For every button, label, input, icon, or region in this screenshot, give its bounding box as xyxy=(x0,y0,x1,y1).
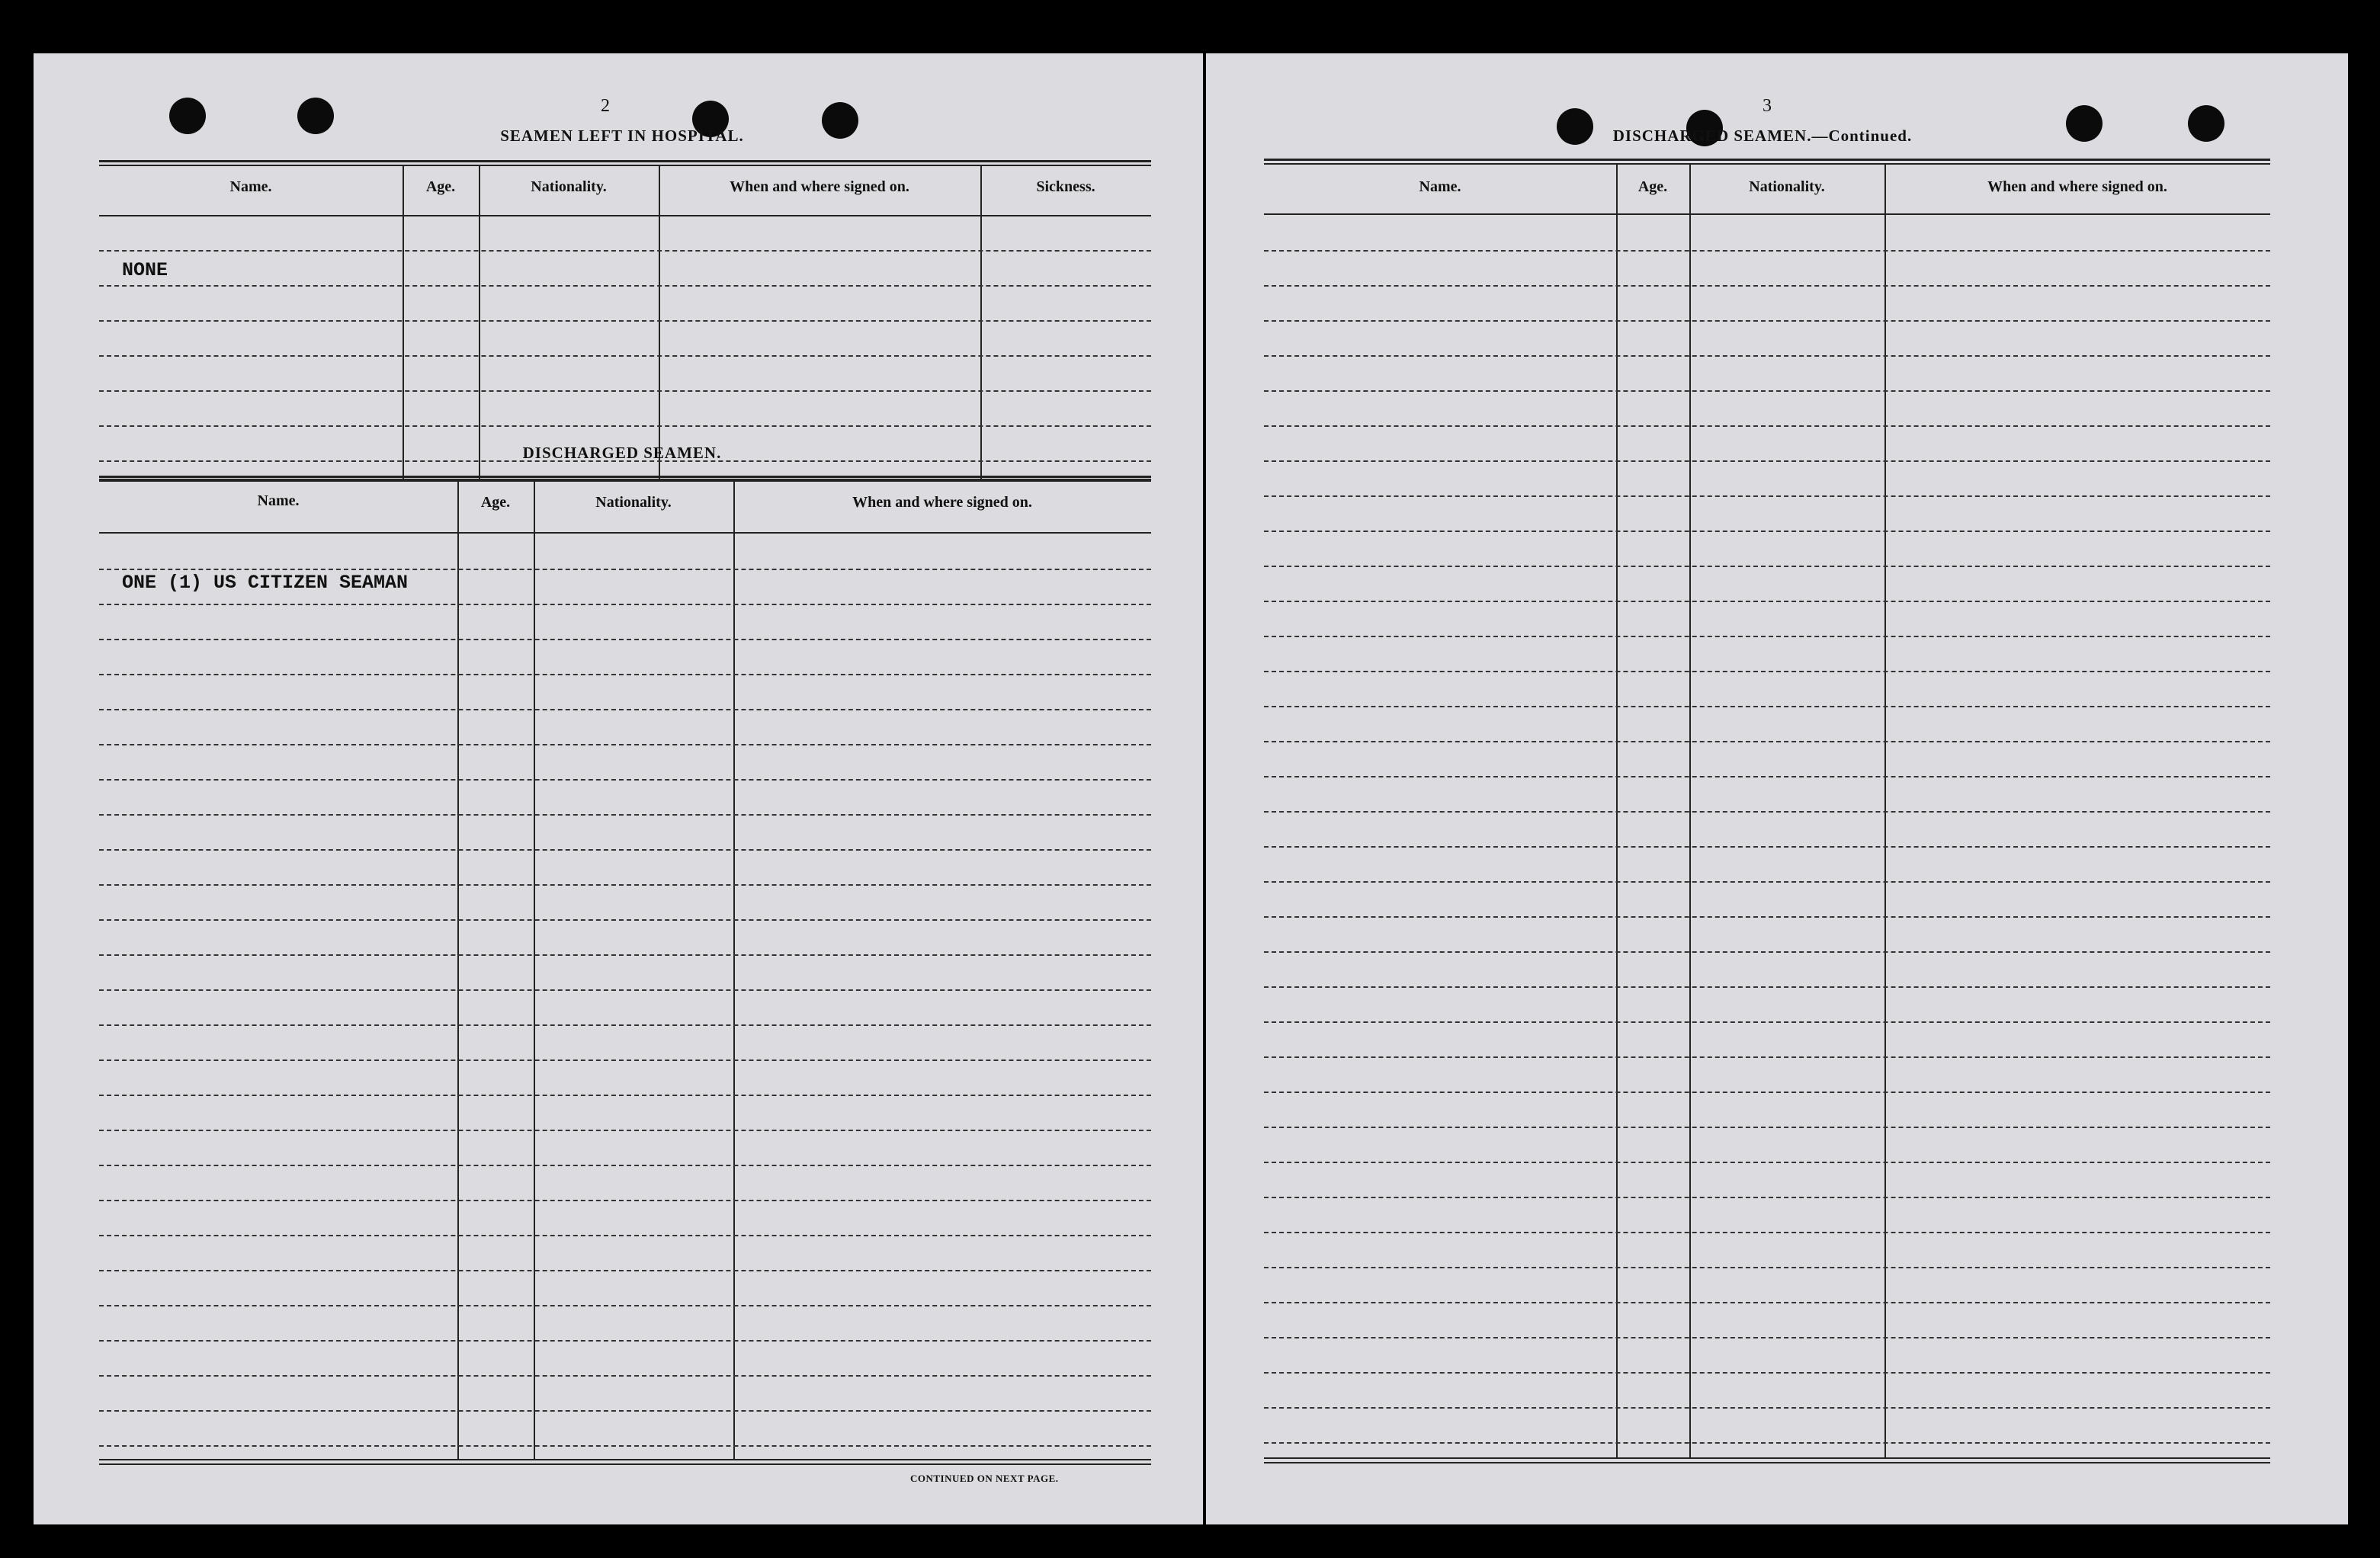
dotted-rule xyxy=(99,1095,1151,1096)
column-header-name: Name. xyxy=(229,178,272,195)
dotted-rule xyxy=(99,1024,1151,1026)
discharged-section-title: DISCHARGED SEAMEN. xyxy=(522,444,722,462)
page-number: 3 xyxy=(1763,96,1772,116)
discharged-entry: ONE (1) US CITIZEN SEAMAN xyxy=(122,572,409,594)
column-header-name: Name. xyxy=(1419,178,1461,195)
dotted-rule xyxy=(1264,776,2270,777)
dotted-rule xyxy=(1264,1197,2270,1198)
dotted-rule xyxy=(99,814,1151,816)
column-header-name: Name. xyxy=(257,492,300,509)
dotted-rule xyxy=(99,1445,1151,1447)
dotted-rule xyxy=(99,250,1151,252)
dotted-rule xyxy=(1264,1232,2270,1233)
header-rule xyxy=(99,532,1151,534)
dotted-rule xyxy=(1264,425,2270,427)
table-top-rule xyxy=(99,165,1151,166)
hospital-entry: NONE xyxy=(122,259,168,281)
dotted-rule xyxy=(99,884,1151,886)
column-divider xyxy=(403,166,404,480)
column-divider xyxy=(980,166,982,480)
column-header-signed-on: When and where signed on. xyxy=(730,178,909,195)
header-rule xyxy=(1264,213,2270,215)
dotted-rule xyxy=(1264,1127,2270,1128)
table-top-rule xyxy=(1264,163,2270,165)
punch-hole xyxy=(822,102,858,139)
dotted-rule xyxy=(99,1305,1151,1306)
dotted-rule xyxy=(99,1410,1151,1412)
dotted-rule xyxy=(1264,1372,2270,1374)
dotted-rule xyxy=(99,1340,1151,1342)
dotted-rule xyxy=(99,425,1151,427)
dotted-rule xyxy=(99,674,1151,675)
dotted-rule xyxy=(1264,1337,2270,1338)
table-bottom-rule xyxy=(1264,1457,2270,1459)
dotted-rule xyxy=(1264,846,2270,848)
column-header-age: Age. xyxy=(480,494,511,511)
dotted-rule xyxy=(1264,1442,2270,1444)
dotted-rule xyxy=(99,1060,1151,1061)
page-number: 2 xyxy=(601,96,610,116)
punch-hole xyxy=(2188,105,2224,142)
dotted-rule xyxy=(1264,285,2270,287)
dotted-rule xyxy=(1264,531,2270,532)
dotted-rule xyxy=(1264,986,2270,988)
punch-hole xyxy=(2066,105,2103,142)
dotted-rule xyxy=(99,1270,1151,1271)
dotted-rule xyxy=(99,919,1151,921)
dotted-rule xyxy=(99,709,1151,710)
dotted-rule xyxy=(99,320,1151,322)
column-header-nationality: Nationality. xyxy=(531,178,607,195)
dotted-rule xyxy=(1264,566,2270,567)
header-rule xyxy=(99,215,1151,216)
table-top-rule xyxy=(99,476,1151,478)
dotted-rule xyxy=(1264,320,2270,322)
dotted-rule xyxy=(1264,951,2270,953)
dotted-rule xyxy=(1264,1021,2270,1023)
dotted-rule xyxy=(99,1235,1151,1236)
column-header-nationality: Nationality. xyxy=(1749,178,1825,195)
page-title: DISCHARGED SEAMEN.—Continued. xyxy=(1612,127,1913,145)
dotted-rule xyxy=(99,744,1151,745)
dotted-rule xyxy=(1264,1267,2270,1268)
column-divider xyxy=(479,166,480,480)
dotted-rule xyxy=(99,1130,1151,1131)
dotted-rule xyxy=(1264,355,2270,357)
table-bottom-rule xyxy=(1264,1462,2270,1463)
column-divider xyxy=(659,166,660,480)
table-bottom-rule xyxy=(99,1463,1151,1465)
dotted-rule xyxy=(99,639,1151,640)
column-header-nationality: Nationality. xyxy=(595,494,672,511)
dotted-rule xyxy=(99,849,1151,851)
hospital-section-title: SEAMEN LEFT IN HOSPITAL. xyxy=(500,127,744,145)
dotted-rule xyxy=(1264,250,2270,252)
table-top-rule xyxy=(99,160,1151,162)
table-top-rule xyxy=(99,480,1151,482)
column-divider xyxy=(534,482,535,1460)
dotted-rule xyxy=(1264,1092,2270,1093)
dotted-rule xyxy=(99,989,1151,991)
table-top-rule xyxy=(1264,159,2270,161)
dotted-rule xyxy=(99,779,1151,781)
table-bottom-rule xyxy=(99,1459,1151,1460)
dotted-rule xyxy=(99,1375,1151,1377)
left-page xyxy=(34,53,1203,1524)
dotted-rule xyxy=(99,390,1151,392)
dotted-rule xyxy=(1264,916,2270,918)
dotted-rule xyxy=(1264,1162,2270,1163)
dotted-rule xyxy=(1264,881,2270,883)
dotted-rule xyxy=(1264,390,2270,392)
dotted-rule xyxy=(1264,671,2270,672)
dotted-rule xyxy=(1264,1056,2270,1058)
column-header-sickness: Sickness. xyxy=(1036,178,1095,195)
dotted-rule xyxy=(1264,460,2270,462)
dotted-rule xyxy=(1264,741,2270,742)
punch-hole xyxy=(169,98,206,134)
right-page xyxy=(1206,53,2348,1524)
column-header-signed-on: When and where signed on. xyxy=(1987,178,2167,195)
column-divider xyxy=(457,482,459,1460)
dotted-rule xyxy=(1264,636,2270,637)
dotted-rule xyxy=(1264,811,2270,813)
dotted-rule xyxy=(99,604,1151,605)
punch-hole xyxy=(297,98,334,134)
continued-footer: CONTINUED ON NEXT PAGE. xyxy=(910,1473,1059,1484)
dotted-rule xyxy=(99,569,1151,570)
dotted-rule xyxy=(1264,706,2270,707)
dotted-rule xyxy=(1264,1407,2270,1409)
dotted-rule xyxy=(99,285,1151,287)
column-header-age: Age. xyxy=(1637,178,1668,195)
dotted-rule xyxy=(1264,495,2270,497)
column-header-signed-on: When and where signed on. xyxy=(852,494,1032,511)
dotted-rule xyxy=(1264,1302,2270,1303)
dotted-rule xyxy=(99,1165,1151,1166)
dotted-rule xyxy=(99,355,1151,357)
column-header-age: Age. xyxy=(425,178,456,195)
column-divider xyxy=(733,482,735,1460)
dotted-rule xyxy=(99,1200,1151,1201)
dotted-rule xyxy=(1264,601,2270,602)
dotted-rule xyxy=(99,954,1151,956)
